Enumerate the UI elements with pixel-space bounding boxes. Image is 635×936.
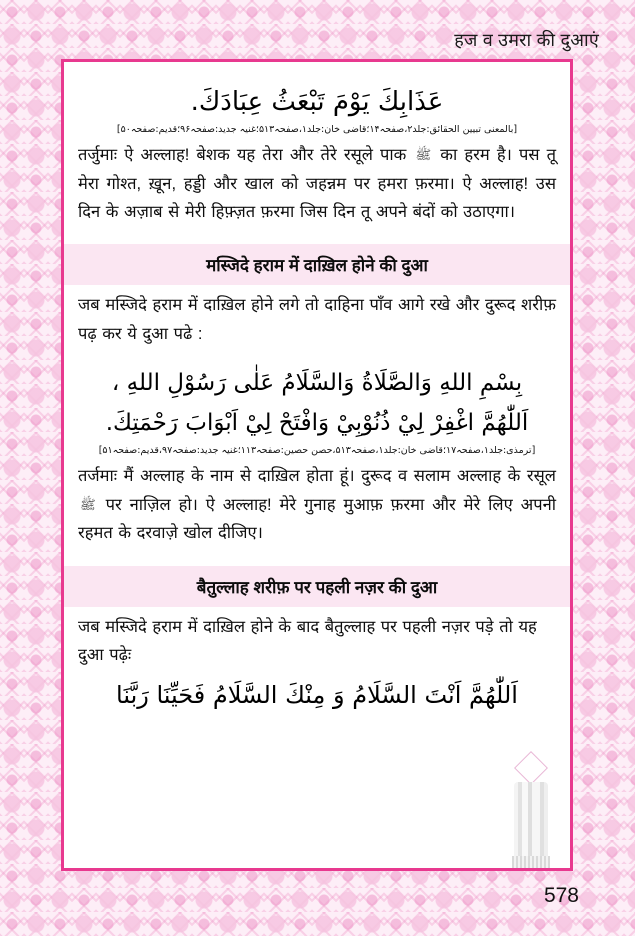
dua-arabic-line-3: اَللّٰهُمَّ اَنْتَ السَّلَامُ وَ مِنْكَ السَّلَامُ فَحَيِّنَا رَبَّنَا (116, 681, 518, 710)
content-frame (61, 59, 573, 871)
pillar-base (512, 856, 550, 868)
section-heading-masjid-e-haram: मस्जिदे हराम में दाख़िल होने की दुआ (64, 244, 570, 285)
spacer (78, 669, 556, 677)
spacer (78, 348, 556, 362)
dua-arabic-line-2: اَللّٰهُمَّ اغْفِرْ لِيْ ذُنُوْبِيْ وَافْتَحْ لِيْ اَبْوَابَ رَحْمَتِكَ. (105, 409, 529, 436)
salawat-icon: ﷺ (80, 496, 96, 512)
section-heading-baitullah-sharif: बैतुल्लाह शरीफ़ पर पहली नज़र की दुआ (64, 566, 570, 607)
citation-reference-second: [ترمذی:جلد۱،صفحہ۱۷؛قاضی خان:جلد۱،صفحہ۵۱۳،حصن حصین:صفحہ۱۱۳؛غنیہ جدید:صفحہ۹۷،قدیم:صفحہ۵۱] (98, 445, 536, 457)
pillar-shaft (514, 782, 548, 856)
translation-text-2a: मैं अल्लाह के नाम से दाख़िल होता हूं। दुरूद व सलाम अल्लाह के रसूल (117, 467, 556, 486)
content-inner (64, 62, 570, 868)
citation-reference-top: [بالمعنى تبيين الحقائق:جلد۲،صفحہ۱۴؛قاضی خان:جلد۱،صفحہ۵۱۳؛غنیہ جدید:صفحہ۹۶؛قدیم:صفحہ۵۰] (116, 124, 518, 136)
translation-paragraph-2 (78, 462, 556, 547)
arabic-verse-continuation: عَذَابِكَ يَوْمَ تَبْعَثُ عِبَادَكَ. (190, 87, 444, 117)
intro-paragraph-1: जब मस्जिदे हराम में दाख़िल होने लगे तो दाहिना पाँव आगे रखे और दुरूद शरीफ़ पढ़ कर ये दुआ पढे : (78, 296, 556, 343)
page-number: 578 (543, 884, 579, 907)
running-header-title: हज व उमरा की दुआएं (454, 30, 599, 50)
pillar-ornament-icon (510, 756, 552, 871)
translation-label-1: तर्जुमाः (78, 146, 118, 165)
diamond-ornament-icon (514, 751, 548, 785)
intro-paragraph-2: जब मस्जिदे हराम में दाख़िल होने के बाद बैतुल्लाह पर पहली नज़र पड़े तो यह दुआ पढ़ेः (78, 617, 537, 664)
translation-paragraph-1 (78, 141, 556, 226)
translation-text-2b: पर नाज़िल हो। ऐ अल्लाह! मेरे गुनाह मुआफ़ फ़रमा और मेरे लिए अपनी रहमत के दरवाज़े खोल दीजिए। (78, 495, 556, 543)
dua-arabic-line-1: بِسْمِ اللهِ وَالصَّلَاةُ وَالسَّلَامُ عَلٰى رَسُوْلِ اللهِ ، (111, 370, 523, 397)
translation-text-1b: का हरम है। पस तू मेरा गोश्त, ख़ून, हड्डी और खाल को जहन्नम पर हमरा फ़रमा। ऐ अल्लाह! उस दिन के अज़ाब से मेरी हिफ़्ज़त फ़रमा जिस दिन तू अपने बंदों को उठाएगा। (78, 146, 556, 222)
translation-text-1a: ऐ अल्लाह! बेशक यह तेरा और तेरे रसूले पाक (117, 146, 414, 165)
translation-label-2: तर्जमाः (78, 467, 118, 486)
salawat-icon: ﷺ (415, 147, 432, 163)
